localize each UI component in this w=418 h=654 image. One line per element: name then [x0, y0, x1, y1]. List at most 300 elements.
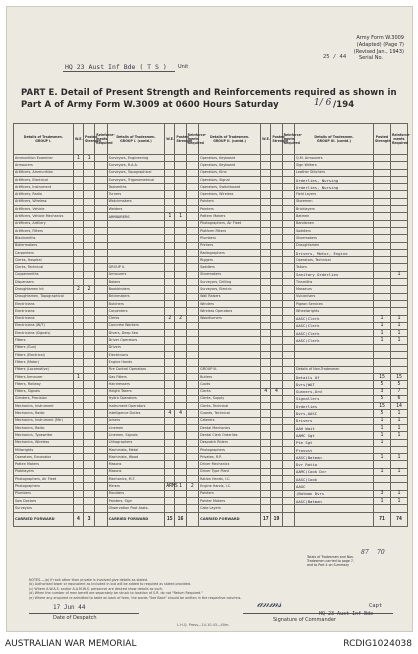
strength-cell	[95, 403, 107, 410]
total-cell: 74	[390, 512, 407, 526]
table-row	[14, 176, 408, 183]
trade-cell: Orderlies, Nursing	[295, 176, 374, 183]
strength-cell	[282, 162, 294, 169]
strength-cell	[390, 235, 407, 242]
strength-cell	[374, 242, 391, 249]
strength-cell	[83, 279, 94, 286]
strength-cell	[390, 483, 407, 490]
trade-cell: Cake Layers	[199, 505, 261, 512]
strength-cell	[73, 213, 83, 220]
strength-cell	[165, 242, 175, 249]
strength-cell	[83, 198, 94, 205]
total-cell: 71	[374, 512, 391, 526]
strength-cell	[374, 191, 391, 198]
strength-cell	[186, 249, 198, 256]
strength-cell	[390, 366, 407, 373]
strength-cell	[73, 468, 83, 475]
trade-cell: Machinists, Metal	[107, 446, 165, 453]
strength-cell	[271, 257, 282, 264]
strength-cell: 4	[165, 410, 175, 417]
trade-cell: Fitters (Gun)	[14, 344, 74, 351]
table-row	[14, 315, 408, 322]
strength-cell	[282, 359, 294, 366]
strength-cell	[374, 446, 391, 453]
trade-cell: Artificers, Vehicle	[14, 206, 74, 213]
despatch-label: Date of Despatch	[53, 615, 97, 621]
strength-cell	[83, 176, 94, 183]
strength-cell	[186, 432, 198, 439]
we-header: W.E.	[165, 124, 175, 155]
strength-cell	[175, 446, 186, 453]
strength-cell	[261, 424, 271, 431]
strength-cell	[282, 293, 294, 300]
trade-cell: Joiners	[107, 417, 165, 424]
trade-cell: AAH Wait	[295, 424, 374, 431]
strength-cell	[165, 308, 175, 315]
strength-cell	[73, 176, 83, 183]
trade-cell: Draughtsmen Int	[14, 286, 74, 293]
strength-cell	[282, 483, 294, 490]
strength-cell	[175, 417, 186, 424]
strength-cell	[261, 417, 271, 424]
trade-cell: Photographers, Air Fleet	[199, 220, 261, 227]
form-id-line-1: Army Form W.3009	[356, 35, 404, 41]
strength-cell	[390, 169, 407, 176]
strength-cell	[282, 352, 294, 359]
strength-cell	[282, 300, 294, 307]
trade-cell: Surveyors, Drilling	[199, 279, 261, 286]
trade-cell: Details Of	[295, 373, 374, 380]
strength-cell	[390, 191, 407, 198]
trade-cell: Operators, Kine	[199, 169, 261, 176]
strength-cell	[374, 249, 391, 256]
strength-cell	[95, 388, 107, 395]
strength-cell	[261, 446, 271, 453]
strength-cell	[95, 257, 107, 264]
strength-cell	[282, 155, 294, 162]
strength-cell	[374, 227, 391, 234]
serial-number: 25 / 44	[323, 54, 347, 60]
strength-cell	[175, 344, 186, 351]
strength-cell	[261, 344, 271, 351]
strength-cell: 1	[374, 417, 391, 424]
strength-cell	[175, 227, 186, 234]
trade-cell: Pointers	[199, 206, 261, 213]
strength-cell	[390, 293, 407, 300]
strength-cell	[83, 403, 94, 410]
strength-cell	[390, 461, 407, 468]
strength-cell	[374, 176, 391, 183]
strength-cell	[95, 169, 107, 176]
strength-cell	[390, 476, 407, 483]
strength-cell	[282, 476, 294, 483]
strength-cell	[95, 300, 107, 307]
empty-cell	[95, 512, 107, 526]
strength-cell	[282, 184, 294, 191]
strength-cell	[95, 366, 107, 373]
trade-cell: Mechanics, Typewriter	[14, 432, 74, 439]
strength-cell	[186, 220, 198, 227]
table-row	[14, 249, 408, 256]
archive-id: RCDIG1024038	[343, 639, 412, 649]
despatch-line	[29, 613, 139, 614]
trade-cell: Fitters	[14, 337, 74, 344]
trade-cell: Painters, Sign	[107, 497, 165, 504]
trade-cell: ARMOURERS	[107, 213, 165, 220]
trade-cell: Artificers, Radio	[14, 191, 74, 198]
trade-cell	[199, 352, 261, 359]
strength-cell	[83, 206, 94, 213]
strength-cell	[73, 381, 83, 388]
strength-cell	[271, 505, 282, 512]
group-1-header: Details of Tradesmen. GROUP I.	[14, 124, 74, 155]
trade-cell: Miners	[107, 483, 165, 490]
table-row	[14, 388, 408, 395]
trade-cell: Intelligence Duties	[107, 410, 165, 417]
strength-cell	[175, 366, 186, 373]
note-line: (d) When the number of men bereft are separately be struck to location of S.R. do not "Return Required."	[29, 591, 203, 596]
strength-cell	[390, 286, 407, 293]
trade-cell: AAOC	[295, 483, 374, 490]
strength-cell	[73, 264, 83, 271]
strength-cell	[186, 300, 198, 307]
strength-cell	[83, 242, 94, 249]
strength-cell	[271, 410, 282, 417]
group-3-header: Details of Tradesmen. GROUP II. (contd.)	[199, 124, 261, 155]
strength-cell: 1	[374, 330, 391, 337]
trade-cell: Painters	[199, 490, 261, 497]
trade-cell: Engine Hands	[107, 359, 165, 366]
strength-cell	[165, 432, 175, 439]
strength-cell: 1	[374, 497, 391, 504]
table-row	[14, 227, 408, 234]
strength-cell: 1	[390, 417, 407, 424]
trade-cell: AASC(Clerk	[295, 322, 374, 329]
table-row	[14, 410, 408, 417]
strength-cell	[374, 279, 391, 286]
strength-cell	[261, 403, 271, 410]
trade-cell: Sign Writers	[295, 162, 374, 169]
trade-cell: Orderlies, Nursing	[295, 184, 374, 191]
trade-cell: Masseurs	[295, 286, 374, 293]
strength-cell	[374, 257, 391, 264]
strength-cell	[271, 279, 282, 286]
strength-cell	[282, 366, 294, 373]
table-row	[14, 286, 408, 293]
strength-cell: 1	[374, 315, 391, 322]
trade-cell: Provost	[295, 446, 374, 453]
total-cell: 3	[83, 512, 94, 526]
strength-cell	[73, 352, 83, 359]
trade-cell: Wheelwrights	[295, 308, 374, 315]
strength-cell	[83, 424, 94, 431]
unit-underline	[63, 71, 175, 72]
strength-cell	[165, 264, 175, 271]
trade-cell: Moulders	[107, 490, 165, 497]
strength-cell: 1	[73, 373, 83, 380]
strength-cell	[271, 235, 282, 242]
strength-cell	[175, 373, 186, 380]
strength-cell	[261, 373, 271, 380]
strength-cell	[282, 505, 294, 512]
trade-cell: Storemen	[295, 198, 374, 205]
strength-cell	[374, 344, 391, 351]
strength-cell	[390, 439, 407, 446]
trade-cell: Fire Control Operators	[107, 366, 165, 373]
trade-cell: Butlers	[199, 373, 261, 380]
trade-cell: AASC(Cook	[295, 476, 374, 483]
strength-cell	[95, 490, 107, 497]
empty-cell	[295, 512, 374, 526]
trade-cell: Butchers	[107, 300, 165, 307]
strength-cell	[261, 213, 271, 220]
strength-cell	[83, 235, 94, 242]
table-row	[14, 403, 408, 410]
strength-cell	[175, 388, 186, 395]
strength-cell	[165, 169, 175, 176]
strength-cell	[186, 227, 198, 234]
strength-cell	[186, 279, 198, 286]
strength-cell	[95, 483, 107, 490]
strength-cell	[165, 381, 175, 388]
trade-cell: Concrete Workers	[107, 322, 165, 329]
strength-cell	[83, 271, 94, 278]
reinf-header: Reinforce-ments Required	[282, 124, 294, 155]
trade-cell: Dvrs(WAT	[295, 381, 374, 388]
strength-cell	[374, 476, 391, 483]
strength-cell: 6	[390, 395, 407, 402]
strength-cell	[374, 271, 391, 278]
strength-cell	[261, 490, 271, 497]
strength-cell	[83, 220, 94, 227]
strength-cell	[261, 220, 271, 227]
strength-cell	[73, 235, 83, 242]
trade-cell: Fitters, Railway	[14, 381, 74, 388]
strength-cell	[261, 366, 271, 373]
table-row	[14, 505, 408, 512]
trade-cell	[295, 344, 374, 351]
archive-footer	[0, 636, 418, 654]
strength-cell	[175, 308, 186, 315]
strength-cell	[186, 359, 198, 366]
strength-cell	[175, 359, 186, 366]
strength-cell	[271, 191, 282, 198]
table-row	[14, 497, 408, 504]
strength-cell	[261, 184, 271, 191]
strength-cell	[175, 468, 186, 475]
trade-cell: Surveyors, Engineering	[107, 155, 165, 162]
strength-cell: 1	[175, 483, 186, 490]
strength-cell	[271, 439, 282, 446]
strength-cell	[282, 461, 294, 468]
strength-cell	[186, 286, 198, 293]
trade-cell: Woodturners	[199, 315, 261, 322]
strength-cell	[374, 352, 391, 359]
strength-cell: 1	[390, 424, 407, 431]
strength-cell	[282, 344, 294, 351]
strength-cell	[95, 286, 107, 293]
strength-cell	[165, 191, 175, 198]
table-row	[14, 352, 408, 359]
trade-cell: Surveyors, Electric	[199, 286, 261, 293]
trade-cell: Carpenters	[107, 308, 165, 315]
strength-cell	[282, 373, 294, 380]
strength-cell	[95, 461, 107, 468]
trade-cell: Bandsmen	[295, 220, 374, 227]
trade-cell: Radiographers	[199, 249, 261, 256]
trade-cell: Bookbinders	[107, 286, 165, 293]
reinf-header: Reinforce-ments Required	[390, 124, 407, 155]
strength-cell	[165, 403, 175, 410]
posted-header: Posted Strength	[374, 124, 391, 155]
unit-name: HQ 23 Aust Inf Bde ( T S )	[65, 63, 167, 71]
group-2-header: Details of Tradesmen. GROUP I. (contd.)	[107, 124, 165, 155]
strength-cell	[175, 337, 186, 344]
strength-cell	[175, 352, 186, 359]
strength-cell	[175, 476, 186, 483]
strength-cell	[73, 242, 83, 249]
strength-cell	[165, 468, 175, 475]
strength-cell	[186, 337, 198, 344]
table-row	[14, 330, 408, 337]
trade-cell: Electricians (Signals)	[14, 330, 74, 337]
trade-cell: Wireless Operators	[199, 308, 261, 315]
strength-cell	[73, 446, 83, 453]
strength-cell	[374, 235, 391, 242]
strength-cell	[186, 213, 198, 220]
table-row	[14, 271, 408, 278]
strength-cell	[95, 315, 107, 322]
strength-cell	[271, 461, 282, 468]
strength-cell	[83, 490, 94, 497]
strength-cell	[186, 505, 198, 512]
trade-cell: Observation Post Assts.	[107, 505, 165, 512]
strength-cell	[271, 395, 282, 402]
strength-cell	[165, 155, 175, 162]
strength-cell	[282, 490, 294, 497]
strength-cell	[186, 257, 198, 264]
trade-cell: Welders	[107, 206, 165, 213]
strength-cell	[175, 242, 186, 249]
trade-cell: Sanitary Orderlies	[295, 271, 374, 278]
strength-cell	[282, 264, 294, 271]
strength-cell	[83, 264, 94, 271]
strength-cell	[83, 308, 94, 315]
strength-cell	[73, 162, 83, 169]
strength-cell	[95, 227, 107, 234]
strength-cell	[186, 388, 198, 395]
strength-cell: 1	[390, 490, 407, 497]
strength-cell	[261, 395, 271, 402]
trade-cell: AASC(Batman	[295, 454, 374, 461]
strength-cell	[374, 483, 391, 490]
trade-cell: Dvrs,AASC	[295, 410, 374, 417]
carried-forward-row	[14, 512, 408, 526]
strength-cell	[95, 279, 107, 286]
strength-cell	[282, 169, 294, 176]
trade-cell: AASC(Clerk	[295, 337, 374, 344]
trade-cell: Artificers, Artillery	[14, 220, 74, 227]
strength-cell	[165, 206, 175, 213]
strength-cell	[186, 184, 198, 191]
table-row	[14, 476, 408, 483]
strength-cell	[261, 505, 271, 512]
trade-cell: Photographers, Air Fleet	[14, 476, 74, 483]
strength-cell	[261, 191, 271, 198]
strength-cell: 14	[390, 403, 407, 410]
strength-cell	[165, 446, 175, 453]
trade-cell: Blacksmiths	[14, 235, 74, 242]
trade-cell: Surveyors, Topographical	[107, 169, 165, 176]
strength-cell	[73, 388, 83, 395]
strength-cell	[282, 403, 294, 410]
strength-cell: 5	[374, 395, 391, 402]
strength-cell	[73, 191, 83, 198]
strength-cell	[271, 417, 282, 424]
table-row	[14, 446, 408, 453]
strength-cell	[175, 176, 186, 183]
strength-cell: 1	[175, 213, 186, 220]
strength-cell	[186, 271, 198, 278]
strength-cell	[271, 169, 282, 176]
grand-total-label: Totals of Tradesmen and Non-Tradesmen carried to page 7, and to Part 4 on Summary	[307, 555, 355, 567]
strength-cell	[261, 286, 271, 293]
strength-cell	[83, 505, 94, 512]
strength-cell	[83, 322, 94, 329]
strength-cell	[271, 373, 282, 380]
strength-cell	[95, 322, 107, 329]
trade-cell: Pattern Makers	[199, 213, 261, 220]
strength-cell	[271, 424, 282, 431]
table-row	[14, 381, 408, 388]
strength-cell	[73, 424, 83, 431]
strength-cell	[95, 249, 107, 256]
strength-cell	[261, 352, 271, 359]
strength-cell	[83, 417, 94, 424]
strength-cell	[175, 264, 186, 271]
strength-cell: 5	[390, 381, 407, 388]
strength-cell	[271, 206, 282, 213]
strength-cell	[186, 497, 198, 504]
strength-cell	[73, 330, 83, 337]
part-e-title-line-1: PART E. Detail of Present Strength and Reinforcements required as shown in	[21, 88, 397, 98]
strength-cell	[73, 432, 83, 439]
strength-cell	[261, 169, 271, 176]
strength-cell	[282, 432, 294, 439]
archive-name: AUSTRALIAN WAR MEMORIAL	[5, 639, 137, 649]
strength-cell	[73, 279, 83, 286]
strength-cell	[282, 337, 294, 344]
table-row	[14, 359, 408, 366]
trade-cell: Driver Type Plant	[199, 468, 261, 475]
strength-cell	[83, 388, 94, 395]
handwritten-total-2: 70	[377, 549, 385, 556]
strength-cell	[73, 461, 83, 468]
strength-cell: 1	[390, 497, 407, 504]
report-date-handwritten: 1/ 6	[314, 98, 332, 108]
strength-cell: 3	[374, 388, 391, 395]
signature-label: Signature of Commander	[273, 617, 336, 623]
strength-cell	[95, 293, 107, 300]
trade-cell: Fitters (Locomotive)	[14, 366, 74, 373]
trade-cell: Platelayers	[14, 468, 74, 475]
table-row	[14, 220, 408, 227]
strength-cell	[271, 366, 282, 373]
strength-cell	[261, 497, 271, 504]
strength-cell	[186, 461, 198, 468]
trade-cell: Engine Hands, I.C.	[199, 483, 261, 490]
strength-cell	[390, 352, 407, 359]
